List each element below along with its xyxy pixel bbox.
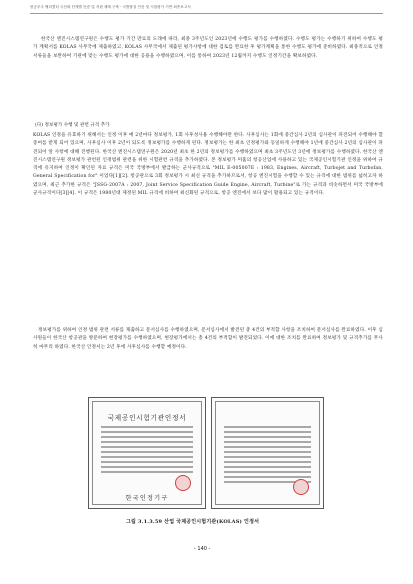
kolas-certificates-figure	[88, 397, 324, 509]
official-seal-icon	[293, 479, 309, 495]
paragraph-reassessment-scope: KOLAS 인정을 유효하기 위해서는 인정 이후 매 2년마다 정보평가, 1회 사후성사용 수행해야만 한다. 사후심사는 1회에 중간심사 2년의 심사관이 파견되어 수행해야 할 증여를 받게 되어 있으며, 사후심사 이후 2년이 되도록 정보평가를 수행하게 된다. 정보평가는 한 최초 인정평가와 동일하게 수행해야 1년에 중간심사 2년의 심사관이 파견되어 앞 사항에 대해 진행된다. 한국산 엔진시스템연구원은 2020년 최초 한 2년의 정보평가를 수행하였으며 최초 3주년도인 3년에 정보평가를 수행하였다. 한국산 엔진시스템연구원 정보평가 관련된 인정범위 관련을 위한 시험관련 규격을 추가하였다. 본 정보평가 미흡의 항공산업에 사용하고 있는 국제공인시험기관 인정을 위하여 규격에 유지하여 인정이 확인된 자료 규격은 미국 국방부에서 발급하는 군사규격으로 "MIL E-005007E : 1983, Engines, Aircraft, Turbojet and Turbofan, General Specification for" 이었다[1][2]. 항공관으로 3회 정보평가 시 최신 규격을 추가하므로서, 항공 엔진시험을 수행할 수 있는 규격에 대한 범위를 넓히고자 하였으며, 최근 추가한 규격은 "JSSG-2007A : 2007, Joint Service Specification Guide Engine, Aircraft, Turbine"로 가는 규격과 비슷하면서 미국 국방부에 군사규격이다[3][4]. 이 규격은 1980년대 제정된 MIL 규격에 비하여 최신화된 규격으로, 항공 엔진에서 보다 많이 활용되고 있는 규격이다.	[33, 133, 383, 197]
paragraph-kolas-evaluation: 한국산 엔진시스템연구원은 수행도 평가 기간 만료의 도래에 따라, 최종 3주년도인 2023년에 수행도 평가를 수행하였다. 수행도 평가는 수행하기 위하여 수행도 평가 계획서를 KOLAS 사무국에 제출하였고, KOLAS 사무국에서 제출된 평가사항에 대한 검토를 완료한 후 평가계획을 통한 수행도 평가에 준비하였다. 최종적으로 인정서류들을 보완하여 기관에 맞는 수행도 평가에 대한 공용을 수행하였으며, 이를 통하여 2023년 12월까지 수행도 인정기간을 확보하였다.	[33, 37, 383, 59]
paragraph-reassessment-results: 정보평가를 위하여 인정 범위 관련 서류를 제출하고 문서심사를 수행하였으며, 문서심사에서 발견된 총 4건의 부적합 사항을 조치하여 문서심사를 완료하였다. 이후 심사원들이 한국산 항공관을 방문하여 현장평가를 수행하였으며, 현장평가에서는 총 4건의 부적합이 발견되었다. 이에 대한 조치를 완료하여 정보평가 및 규격추가를 무사히 마무리 하였다. 한국산 인정서는 2년 후에 사후심사를 수행할 예정이다.	[33, 328, 383, 350]
certificate-text-lines	[224, 426, 311, 486]
kolas-certificate-english	[211, 397, 324, 509]
header-divider	[30, 13, 383, 14]
certificate-issuer: 한국인정기구	[125, 495, 169, 502]
kolas-certificate-korean	[88, 397, 206, 509]
section-heading-reassessment: (다) 정보평가 수행 및 관련 규격 추가	[35, 123, 110, 128]
page-number: - 140 -	[194, 546, 211, 552]
running-header: 항공우주 헬리콥터 국산화 단계별 인증 및 지원 체계 구축 - 국방품질 인증 및 시험평가 기반 최종보고서	[30, 5, 191, 9]
certificate-title: 국제공인시험기관인정서	[107, 414, 187, 422]
certificate-text-lines	[101, 426, 193, 476]
figure-caption: 그림 3.1.3.59 산업 국제공인시험기관(KOLAS) 인정서	[126, 519, 260, 525]
official-seal-icon	[175, 475, 191, 491]
